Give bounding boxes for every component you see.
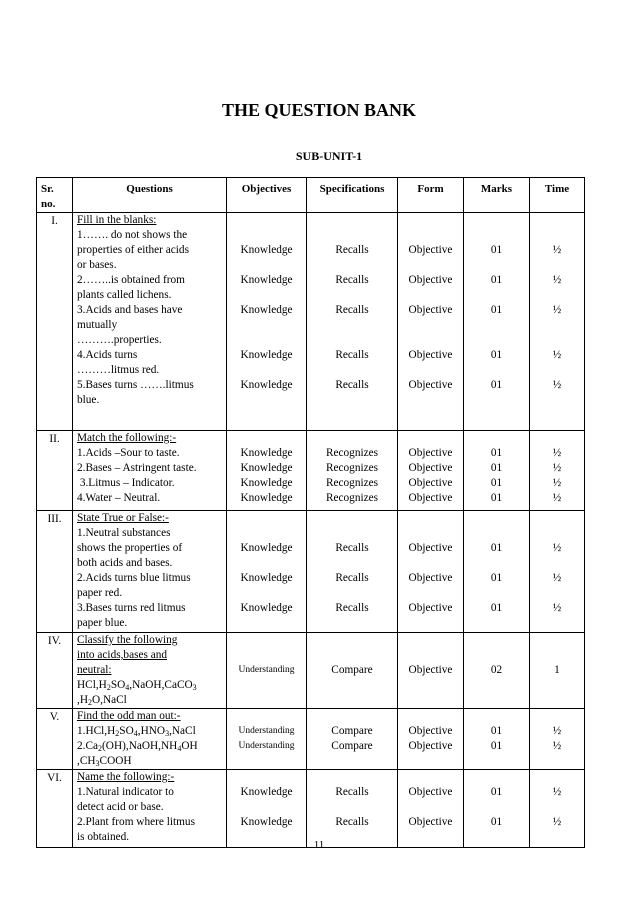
marks-cell: 01 01	[464, 709, 530, 770]
form-cell: Objective Objective	[398, 709, 464, 770]
sr-number: II.	[37, 431, 73, 511]
header-time: Time	[530, 178, 585, 213]
sr-number: V.	[37, 709, 73, 770]
sr-number: I.	[37, 213, 73, 431]
marks-cell: 02	[464, 633, 530, 709]
header-row	[37, 178, 585, 213]
form-cell: Objective Objective Objective Objective	[398, 431, 464, 511]
header-form: Form	[398, 178, 464, 213]
section-heading: Find the odd man out:-	[77, 710, 181, 722]
sr-number: VI.	[37, 770, 73, 848]
question-cell: Name the following:- 1.Natural indicator to detect acid or base. 2.Plant from where litmus is obtained.	[73, 770, 227, 848]
section-heading: Match the following:-	[77, 432, 177, 444]
section-heading: Fill in the blanks:	[77, 214, 157, 226]
table-row	[37, 709, 585, 770]
formula-line: $,H_2O,NaCl$	[77, 694, 127, 707]
section-heading: Name the following:-	[77, 771, 175, 783]
header-objectives: Objectives	[227, 178, 307, 213]
question-cell	[73, 709, 227, 770]
header-questions: Questions	[73, 178, 227, 213]
marks-cell: 01 01 01	[464, 511, 530, 633]
table-row	[37, 770, 585, 848]
table-row	[37, 213, 585, 431]
specification-cell: Recalls Recalls	[307, 770, 398, 848]
formula-line: $,CH_3COOH$	[77, 755, 132, 768]
specification-cell: Recalls Recalls Recalls	[307, 511, 398, 633]
page-number: 11	[313, 839, 325, 851]
formula-line: $HCl,H_2SO_4,NaOH,CaCO_3$	[77, 679, 197, 692]
formula-line: $1.HCl,H_2SO_4,HNO_3,NaCl$	[77, 725, 196, 738]
objective-cell: Knowledge Knowledge Knowledge Knowledge Knowledge	[227, 213, 307, 431]
section-heading: State True or False:-	[77, 512, 169, 524]
time-cell: ½ ½	[530, 770, 585, 848]
question-cell: Fill in the blanks: 1……. do not shows the properties of either acids or bases. 2……..is obtained from plants called lichens. 3.Acids and bases have mutually ……….properties. 4.Acids turns ………litmus red. 5.Bases turns …….litmus blue.	[73, 213, 227, 431]
objective-cell: Understanding	[227, 633, 307, 709]
time-cell: ½ ½ ½	[530, 511, 585, 633]
form-cell: Objective Objective Objective Objective Objective	[398, 213, 464, 431]
table-row	[37, 633, 585, 709]
form-cell: Objective	[398, 633, 464, 709]
objective-cell: Understanding Understanding	[227, 709, 307, 770]
question-bank-table	[36, 177, 585, 848]
page-title: THE QUESTION BANK	[221, 100, 417, 120]
question-cell: Classify the following into acids,bases and neutral: $HCl,H_2SO_4,NaOH,CaCO_3$ $,H_2O,NaCl$	[73, 633, 227, 709]
specification-cell: Recognizes Recognizes Recognizes Recognizes	[307, 431, 398, 511]
marks-cell: 01 01 01 01	[464, 431, 530, 511]
objective-cell: Knowledge Knowledge Knowledge	[227, 511, 307, 633]
form-cell: Objective Objective Objective	[398, 511, 464, 633]
marks-cell: 01 01 01 01 01	[464, 213, 530, 431]
header-sr: Sr. no.	[37, 178, 73, 213]
specification-cell: Compare	[307, 633, 398, 709]
objective-cell: Knowledge Knowledge	[227, 770, 307, 848]
form-cell: Objective Objective	[398, 770, 464, 848]
marks-cell: 01 01	[464, 770, 530, 848]
sr-number: IV.	[37, 633, 73, 709]
sr-number: III.	[37, 511, 73, 633]
time-cell: 1	[530, 633, 585, 709]
question-cell: State True or False:- 1.Neutral substances shows the properties of both acids and bases. 2.Acids turns blue litmus paper red. 3.Bases turns red litmus paper blue.	[73, 511, 227, 633]
formula-line: $2.Ca_2(OH),NaOH,NH_4OH$	[77, 740, 198, 753]
objective-cell: Knowledge Knowledge Knowledge Knowledge	[227, 431, 307, 511]
section-heading: Classify the following	[77, 634, 178, 646]
specification-cell: Compare Compare	[307, 709, 398, 770]
specification-cell: Recalls Recalls Recalls Recalls Recalls	[307, 213, 398, 431]
table-row	[37, 431, 585, 511]
time-cell: ½ ½ ½ ½ ½	[530, 213, 585, 431]
header-specifications: Specifications	[307, 178, 398, 213]
sub-unit-title: SUB-UNIT-1	[295, 149, 363, 163]
time-cell: ½ ½ ½ ½	[530, 431, 585, 511]
header-marks: Marks	[464, 178, 530, 213]
time-cell: ½ ½	[530, 709, 585, 770]
question-cell: Match the following:- 1.Acids –Sour to taste. 2.Bases – Astringent taste. 3.Litmus – Indicator. 4.Water – Neutral.	[73, 431, 227, 511]
table-row	[37, 511, 585, 633]
